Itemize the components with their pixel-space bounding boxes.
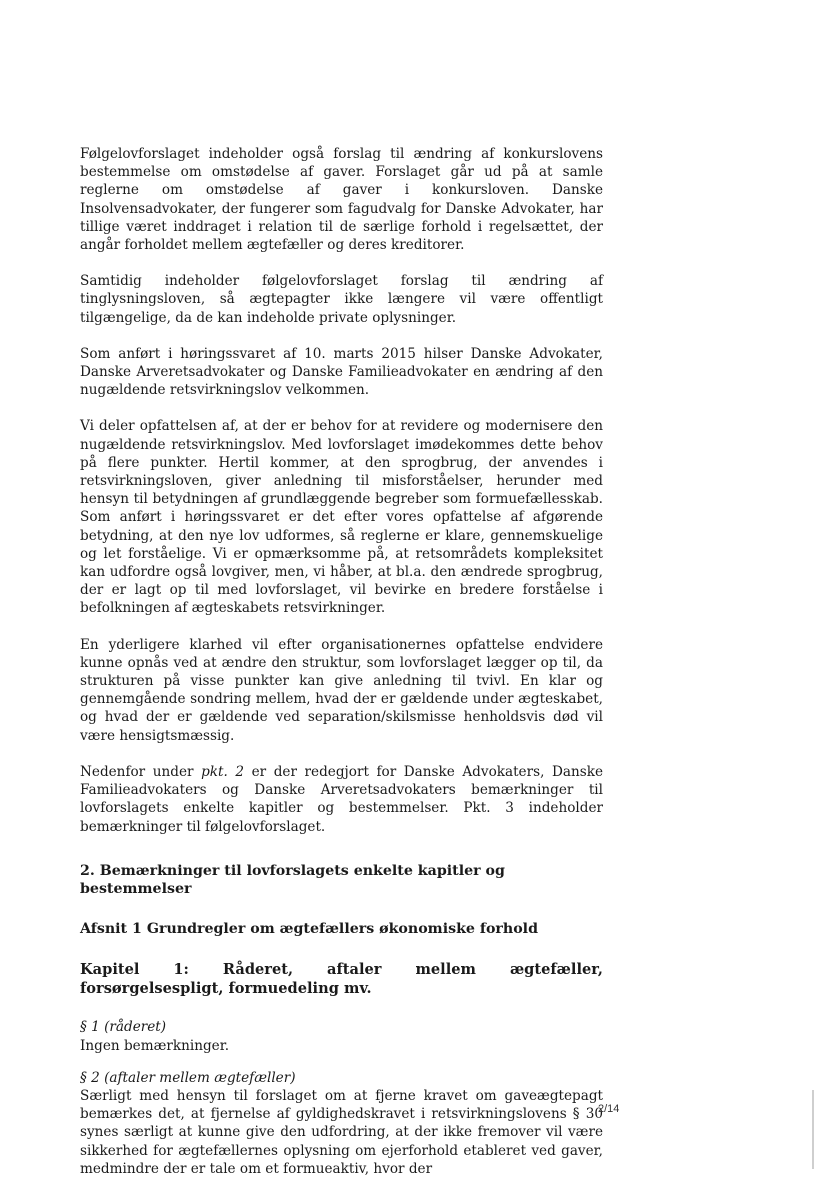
- provision-text: Ingen bemærkninger.: [80, 1037, 230, 1054]
- overview-text-after: er der redegjort for Danske Advokaters, Danske Familieadvokaters og Danske Arveretsadvokaters bemærkninger til lovforslagets enkelte kapitler og bestemmelser. Pkt. 3 indeholder bemærkninger til følgelovforslaget.: [80, 763, 603, 835]
- section-heading: 2. Bemærkninger til lovforslagets enkelte kapitler og bestemmelser: [80, 862, 505, 897]
- paragraph-modernisering: Vi deler opfattelsen af, at der er behov for at revidere og modernisere den nugældende retsvirkningslov. Med lovforslaget imødekommes dette behov på flere punkter. Hertil kommer, at den sprogbrug, der anvendes i retsvirkningsloven, giver anledning til misforståelser, herunder med hensyn til betydningen af grundlæggende begreber som formuefællesskab. Som anført i høringssvaret er det efter vores opfattelse af afgørende betydning, at den nye lov udformes, så reglerne er klare, gennemskuelige og let forståelige. Vi er opmærksomme på, at retsområdets kompleksitet kan udfordre også lovgiver, men, vi håber, at bl.a. den ændrede sprogbrug, der er lagt op til med lovforslaget, vil bevirke en bredere forståelse i befolkningen af ægteskabets retsvirkninger.: [80, 418, 603, 617]
- provision-1: [80, 1018, 603, 1054]
- kapitel-heading: Kapitel 1: Råderet, aftaler mellem ægtefæller, forsørgelsespligt, formuedeling mv.: [80, 961, 603, 998]
- provision-text: Særligt med hensyn til forslaget om at fjerne kravet om gaveægtepagt bemærkes det, at fjernelse af gyldighedskravet i retsvirkningslovens § 30 synes særligt at kunne give den udfordring, at der ikke fremover vil være sikkerhed for ægtefællernes oplysning om ejerforhold etableret ved gaver, medmindre der er tale om et formueaktiv, hvor der: [80, 1087, 603, 1177]
- paragraph-overview: [80, 763, 603, 836]
- paragraph-struktur: En yderligere klarhed vil efter organisationernes opfattelse endvidere kunne opnås ved at ændre den struktur, som lovforslaget lægger op til, da strukturen på visse punkter kan give anledning til tvivl. En klar og gennemgående sondring mellem, hvad der er gældende under ægteskabet, og hvad der er gældende ved separation/skilsmisse henholdsvis død vil være hensigtsmæssig.: [80, 636, 603, 744]
- overview-italic-ref: pkt. 2: [201, 763, 245, 780]
- paragraph-hoeringssvar: Som anført i høringssvaret af 10. marts 2015 hilser Danske Advokater, Danske Arveretsadvokater og Danske Familieadvokater en ændring af den nugældende retsvirkningslov velkommen.: [80, 345, 603, 399]
- paragraph-tinglysning: Samtidig indeholder følgelovforslaget forslag til ændring af tinglysningsloven, så ægtepagter ikke længere vil være offentligt tilgængelige, da de kan indeholde private oplysninger.: [80, 273, 603, 326]
- document-body: [80, 145, 603, 1192]
- scan-edge-shadow: [812, 1090, 814, 1169]
- paragraph-konkurslov: Følgelovforslaget indeholder også forslag til ændring af konkurslovens bestemmelse om omstødelse af gaver. Forslaget går ud på at samle reglerne om omstødelse af gaver i konkursloven. Danske Insolvensadvokater, der fungerer som fagudvalg for Danske Advokater, har tillige været inddraget i relation til de særlige forhold i regelsættet, der angår forholdet mellem ægtefæller og deres kreditorer.: [80, 146, 603, 254]
- provision-title: § 2 (aftaler mellem ægtefæller): [80, 1069, 296, 1086]
- overview-text-before: Nedenfor under: [80, 763, 202, 780]
- provision-title: § 1 (råderet): [80, 1019, 167, 1036]
- page-number: 2/14: [598, 1103, 620, 1115]
- afsnit-heading: Afsnit 1 Grundregler om ægtefællers økonomiske forhold: [80, 921, 538, 938]
- provision-2: [80, 1069, 603, 1178]
